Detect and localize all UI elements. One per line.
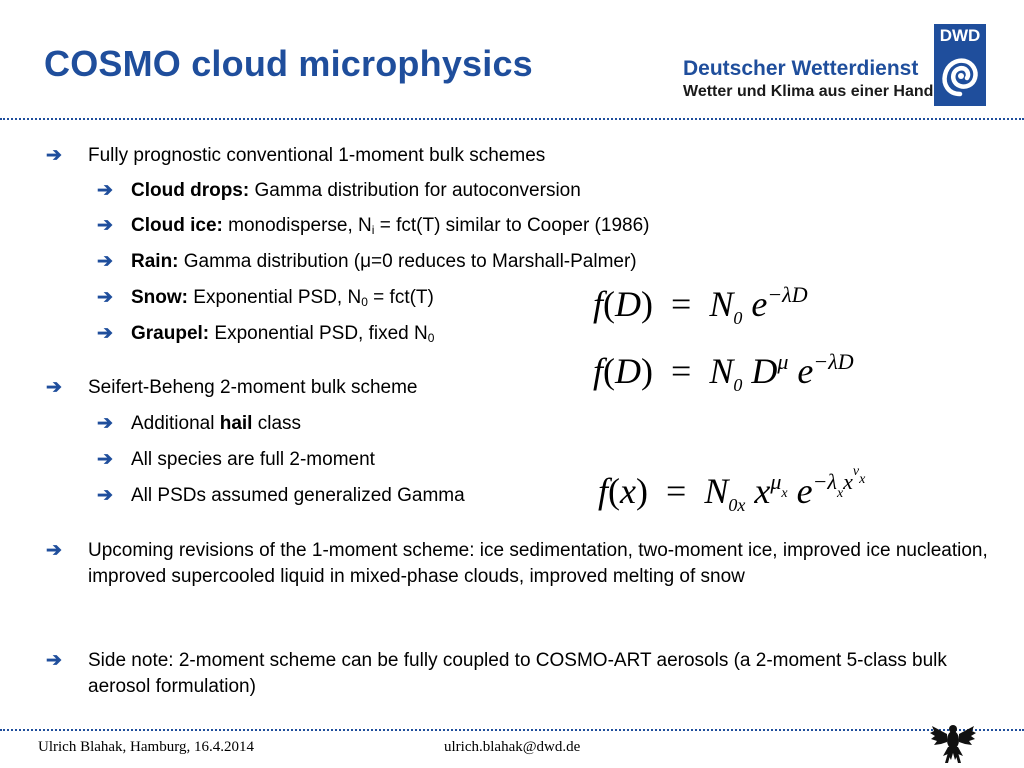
bullet-text: Side note: 2-moment scheme can be fully coupled to COSMO-ART aerosols (a 2-moment 5-class bulk aerosol formulation)	[88, 650, 947, 697]
bullet-text: All species are full 2-moment	[131, 449, 375, 470]
bullet-text: class	[252, 413, 302, 434]
arrow-bullet-icon: ➔	[46, 145, 62, 166]
bullet-text: Gamma distribution for autoconversion	[249, 180, 581, 201]
arrow-bullet-icon: ➔	[97, 215, 113, 236]
subscript: 0	[361, 295, 368, 309]
federal-eagle-icon	[929, 720, 977, 764]
page-title: COSMO cloud microphysics	[44, 43, 533, 84]
bullet-label: Rain:	[131, 251, 179, 272]
bullet-text: All PSDs assumed generalized Gamma	[131, 485, 465, 506]
arrow-bullet-icon: ➔	[46, 650, 62, 671]
arrow-bullet-icon: ➔	[46, 377, 62, 398]
footer-divider	[0, 729, 1024, 731]
bullet-text: Additional	[131, 413, 220, 434]
org-name: Deutscher Wetterdienst	[683, 57, 919, 80]
footer-email: ulrich.blahak@dwd.de	[444, 739, 581, 755]
bullet-text: Gamma distribution (μ=0 reduces to Marshall-Palmer)	[178, 251, 637, 272]
bullet-text: = fct(T) similar to Cooper (1986)	[374, 215, 650, 236]
subscript: 0	[427, 331, 435, 345]
bullet-text: Upcoming revisions of the 1-moment scheme: ice sedimentation, two-moment ice, improved ice nucleation, improved supercooled liquid in mixed-phase clouds, improved melting of snow	[88, 540, 988, 587]
arrow-bullet-icon: ➔	[97, 323, 113, 344]
bullet-label: Cloud ice:	[131, 215, 223, 236]
bullet-bold: hail	[219, 413, 253, 434]
bullet-text: Exponential PSD, fixed N	[209, 323, 428, 344]
bullet-text: Fully prognostic conventional 1-moment bulk schemes	[88, 145, 546, 166]
formula-exponential: $f(D) = N_0$ $e^{-\lambda D}$	[593, 282, 808, 328]
dwd-logo-abbr: DWD	[939, 26, 981, 45]
arrow-bullet-icon: ➔	[97, 251, 113, 272]
arrow-bullet-icon: ➔	[46, 540, 62, 561]
formula-gamma: $f(D) = N_0$ $D^\mu$ $e^{-\lambda D}$	[593, 349, 854, 395]
formula-generalized-gamma: $f(x) = N_{0x}$ $x^{\mu_x}$ $e^{-\lambda_xx^{\nu_x}}$	[598, 464, 866, 515]
arrow-bullet-icon: ➔	[97, 449, 113, 470]
bullet-label: Graupel:	[131, 323, 210, 344]
dwd-swirl-icon	[940, 52, 980, 98]
header-divider	[0, 118, 1024, 120]
arrow-bullet-icon: ➔	[97, 485, 113, 506]
bullet-label: Cloud drops:	[131, 180, 250, 201]
arrow-bullet-icon: ➔	[97, 287, 113, 308]
dwd-logo	[934, 24, 986, 106]
subscript: i	[371, 223, 375, 237]
arrow-bullet-icon: ➔	[97, 413, 113, 434]
arrow-bullet-icon: ➔	[97, 180, 113, 201]
footer-author-date: Ulrich Blahak, Hamburg, 16.4.2014	[38, 739, 254, 755]
bullet-text: Seifert-Beheng 2-moment bulk scheme	[88, 377, 418, 398]
bullet-text: monodisperse, N	[222, 215, 372, 236]
bullet-text: Exponential PSD, N	[188, 287, 362, 308]
org-tagline: Wetter und Klima aus einer Hand	[683, 83, 934, 100]
bullet-text: = fct(T)	[367, 287, 434, 308]
bullet-label: Snow:	[131, 287, 188, 308]
